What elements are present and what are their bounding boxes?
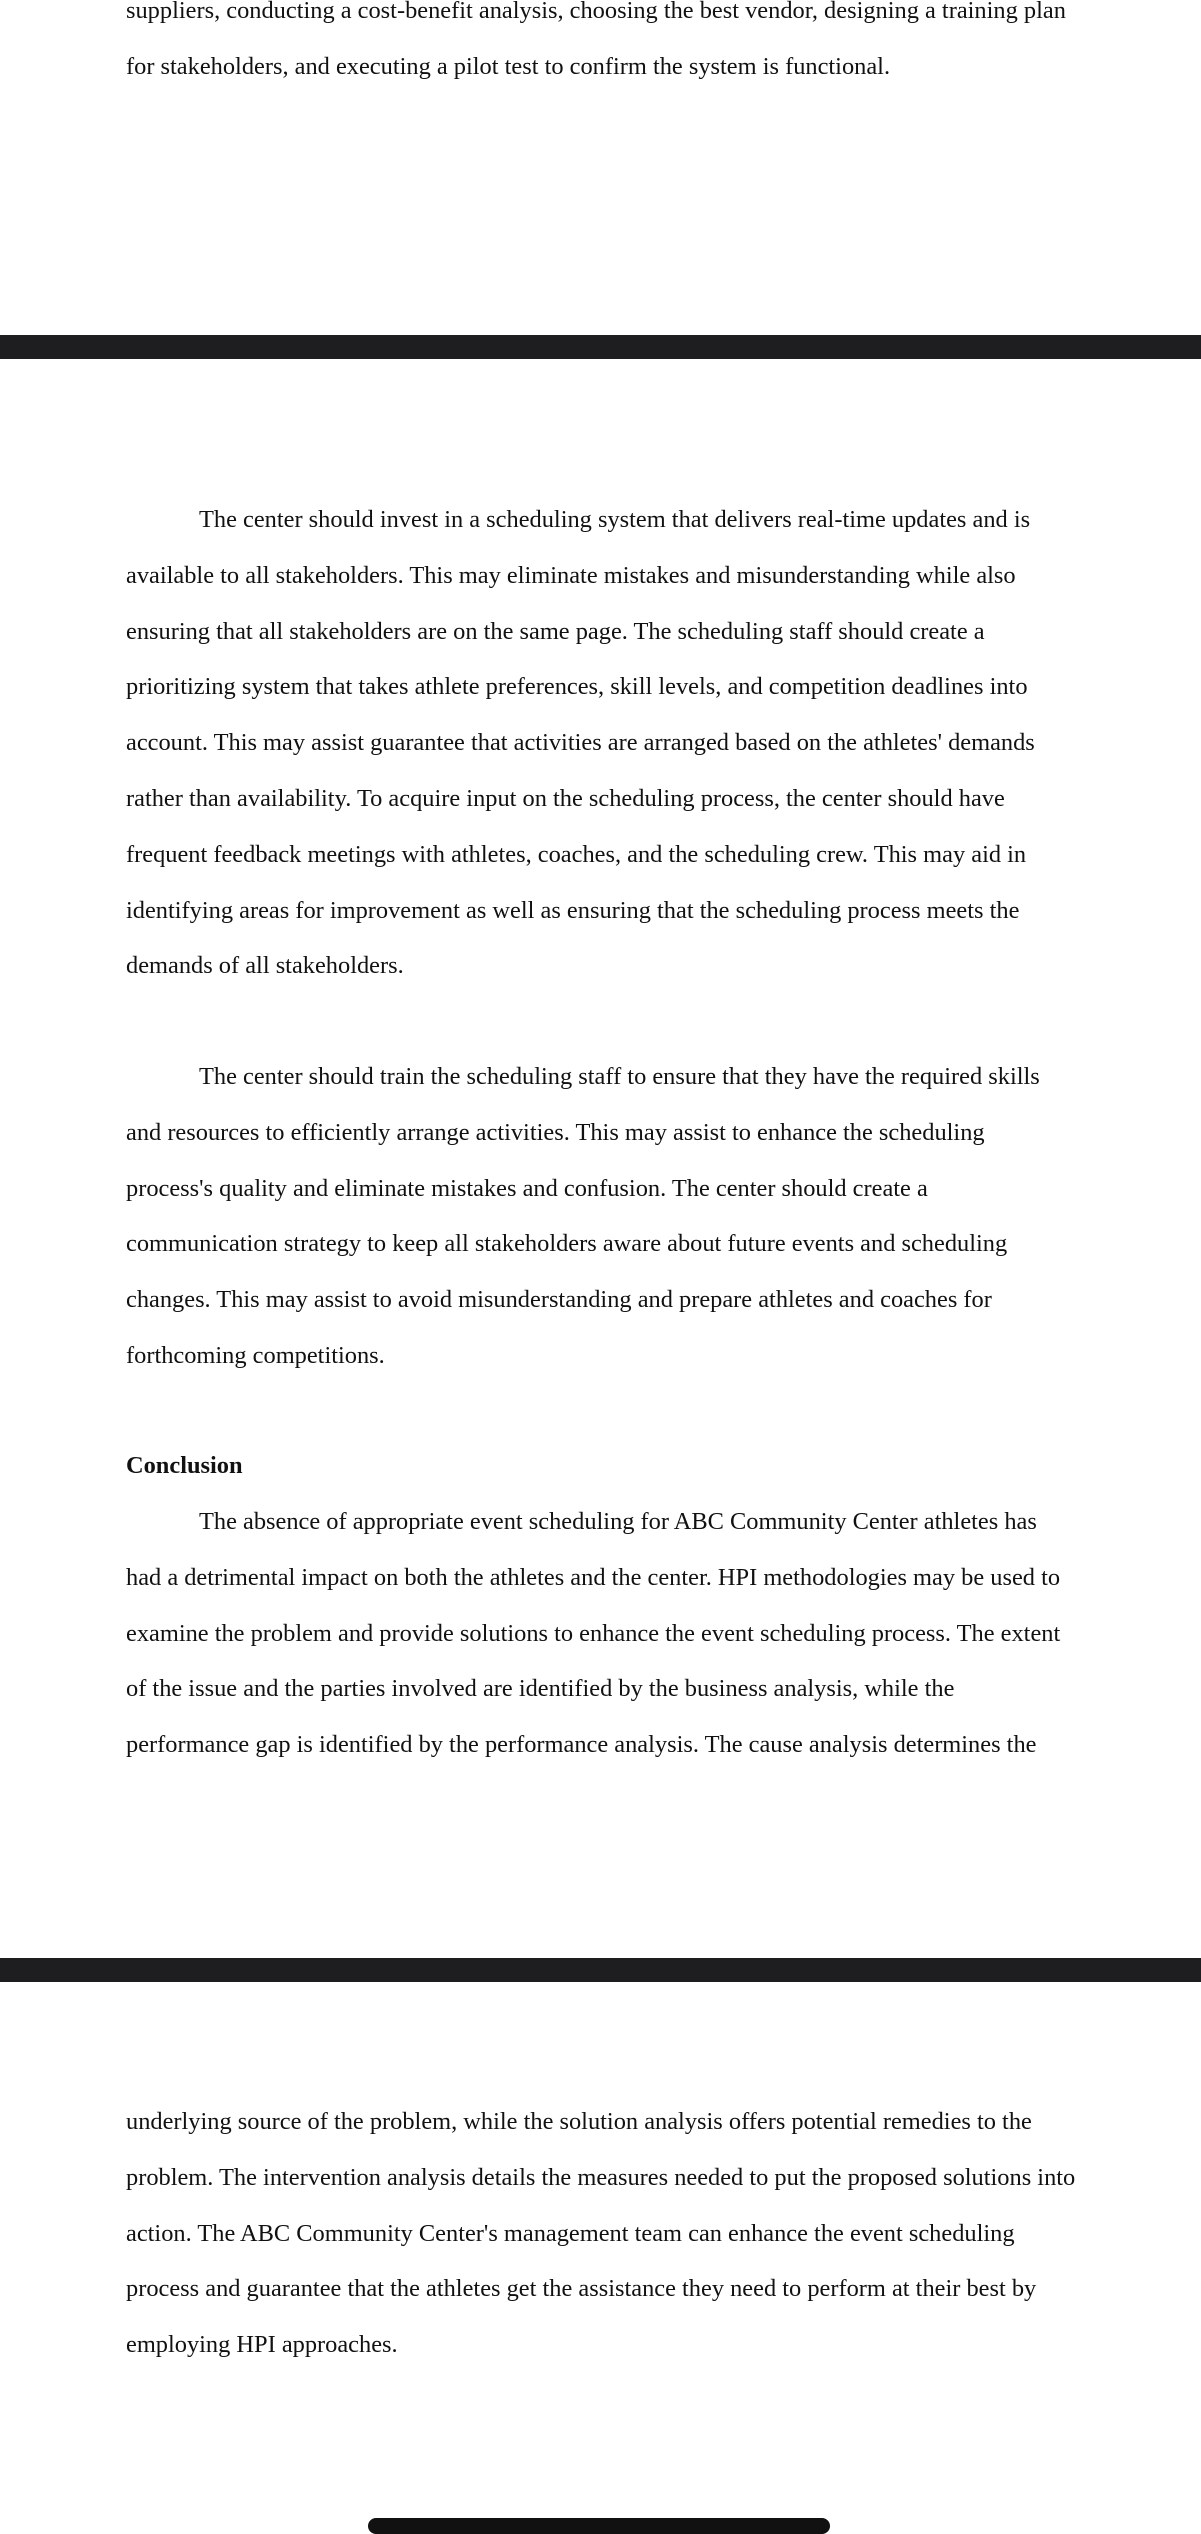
page-2 — [0, 359, 1201, 1958]
horizontal-scrollbar-thumb[interactable] — [368, 2518, 830, 2534]
conclusion-paragraph: The absence of appropriate event scheduling for ABC Community Center athletes has had a detrimental impact on both the athletes and the center. HPI methodologies may be used to examine the problem and provide solutions to enhance the event scheduling process. The extent of the issue and the parties involved are identified by the business analysis, while the performance gap is identified by the performance analysis. The cause analysis determines the — [126, 1508, 1061, 1759]
conclusion-paragraph-continuation: underlying source of the problem, while the solution analysis offers potential remedies to the problem. The intervention analysis details the measures needed to put the proposed solutions into action. The ABC Community Center's management team can enhance the event scheduling process and guarantee that the athletes get the assistance they need to perform at their best by employing HPI approaches. — [126, 2108, 1076, 2359]
recommendation-paragraph-2: The center should train the scheduling staff to ensure that they have the required skills and resources to efficiently arrange activities. This may assist to enhance the scheduling process's quality and eliminate mistakes and confusion. The center should create a communication strategy to keep all stakeholders aware about future events and scheduling changes. This may assist to avoid misunderstanding and prepare athletes and coaches for forthcoming competitions. — [126, 1063, 1040, 1369]
conclusion-heading: Conclusion — [126, 1452, 243, 1479]
recommendation-paragraph-1: The center should invest in a scheduling system that delivers real-time updates and is available to all stakeholders. This may eliminate mistakes and misunderstanding while also ensuring that all stakeholders are on the same page. The scheduling staff should create a prioritizing system that takes athlete preferences, skill levels, and competition deadlines into account. This may assist guarantee that activities are arranged based on the athletes' demands rather than availability. To acquire input on the scheduling process, the center should have frequent feedback meetings with athletes, coaches, and the scheduling crew. This may aid in identifying areas for improvement as well as ensuring that the scheduling process meets the demands of all stakeholders. — [126, 506, 1035, 980]
page-1 — [0, 0, 1201, 335]
page-1-paragraph-tail: suppliers, conducting a cost-benefit analysis, choosing the best vendor, designing a training plan for stakeholders, and executing a pilot test to confirm the system is functional. — [126, 0, 1066, 80]
page-divider-2 — [0, 1958, 1201, 1982]
page-divider-1 — [0, 335, 1201, 359]
page-3 — [0, 1982, 1201, 2525]
